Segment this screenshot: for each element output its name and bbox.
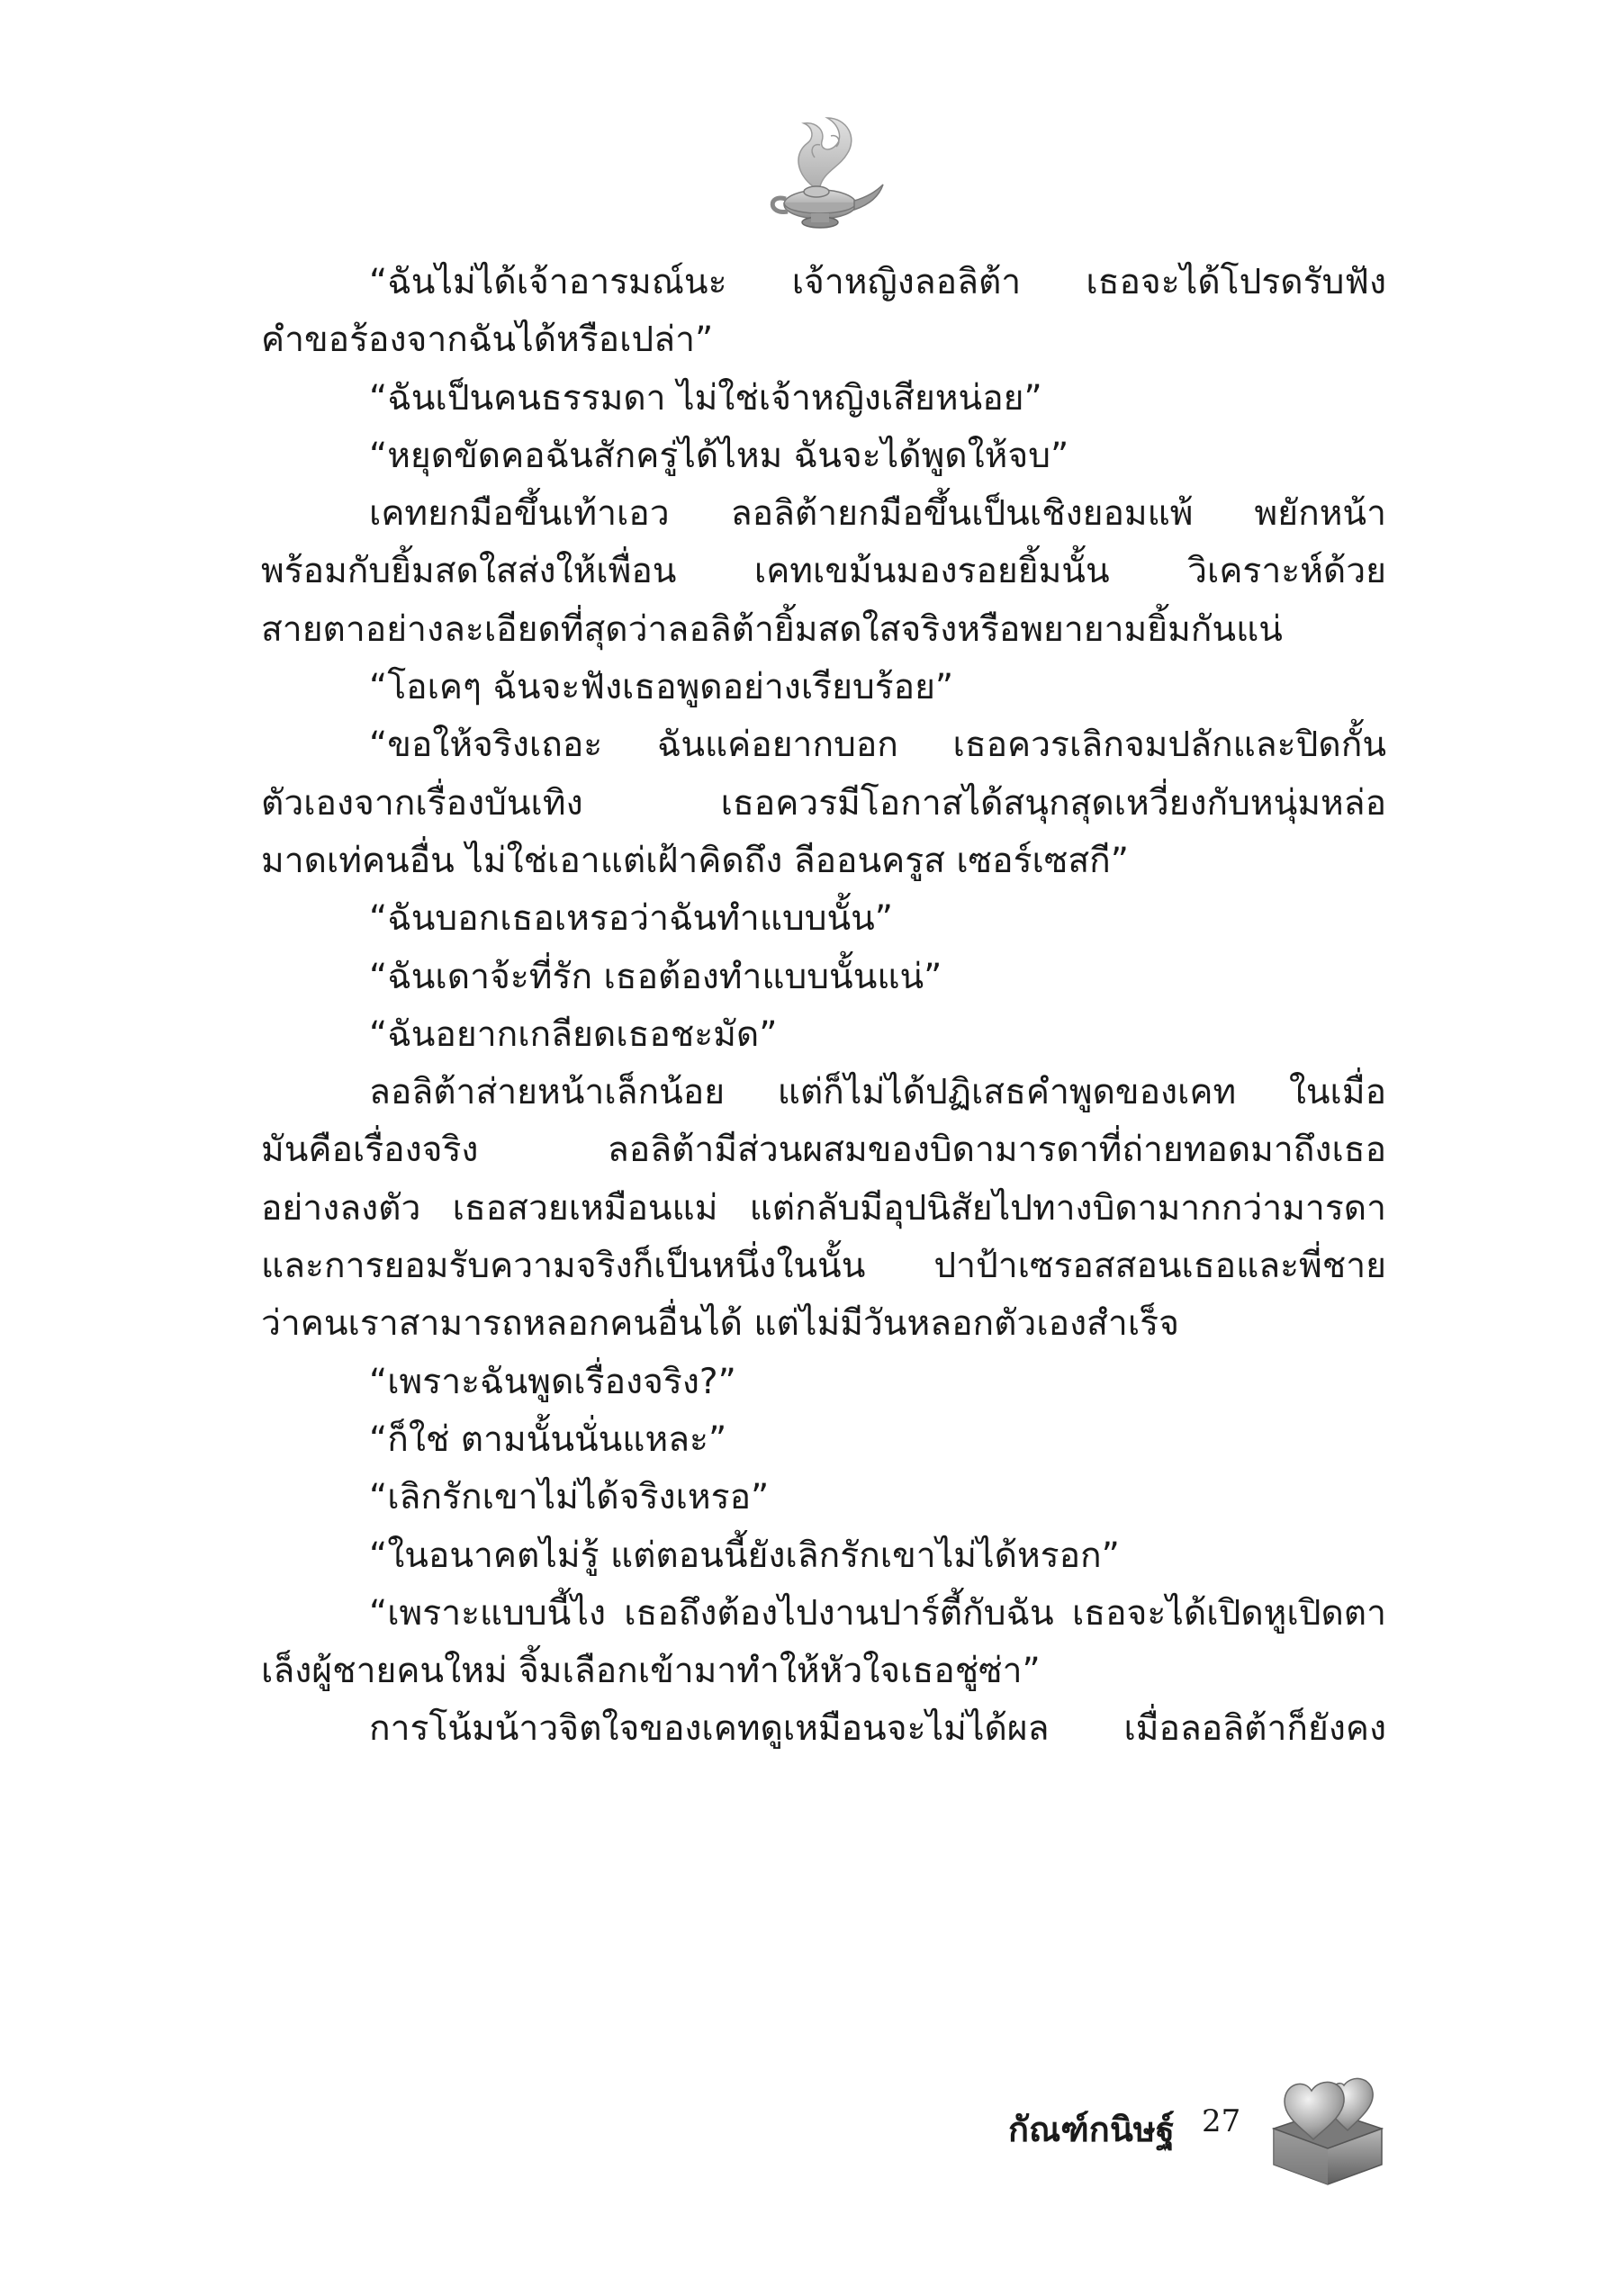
text-line: “ขอให้จริงเถอะ ฉันแค่อยากบอก เธอควรเลิกจมปลักและปิดกั้น	[369, 725, 1386, 766]
page-footer	[945, 2066, 1395, 2192]
body-text	[261, 254, 1386, 1759]
heart-box-icon	[1265, 2066, 1391, 2192]
text-line: ตัวเองจากเรื่องบันเทิง เธอควรมีโอกาสได้สนุกสุดเหวี่ยงกับหนุ่มหล่อ	[261, 782, 1386, 824]
genie-lamp-icon	[761, 104, 887, 239]
text-line: คำขอร้องจากฉันได้หรือเปล่า”	[261, 320, 714, 361]
text-line: “ฉันไม่ได้เจ้าอารมณ์นะ เจ้าหญิงลอลิต้า เธอจะได้โปรดรับฟัง	[369, 262, 1386, 302]
text-line: “ฉันเป็นคนธรรมดา ไม่ใช่เจ้าหญิงเสียหน่อย”	[369, 377, 1042, 419]
text-line: เคทยกมือขึ้นเท้าเอว ลอลิต้ายกมือขึ้นเป็นเชิงยอมแพ้ พยักหน้า	[369, 493, 1386, 535]
text-line: “หยุดขัดคอฉันสักครู่ได้ไหม ฉันจะได้พูดให้จบ”	[369, 435, 1069, 476]
page-number: 27	[1202, 2103, 1241, 2139]
text-line: “โอเคๆ ฉันจะฟังเธอพูดอย่างเรียบร้อย”	[369, 667, 954, 708]
text-line: “เพราะแบบนี้ไง เธอถึงต้องไปงานปาร์ตี้กับฉัน เธอจะได้เปิดหูเปิดตา	[369, 1592, 1386, 1634]
text-line: เล็งผู้ชายคนใหม่ จิ้มเลือกเข้ามาทำให้หัวใจเธอชู่ซ่า”	[261, 1651, 1041, 1692]
text-line: “เพราะฉันพูดเรื่องจริง?”	[369, 1361, 736, 1402]
text-line: ว่าคนเราสามารถหลอกคนอื่นได้ แต่ไม่มีวันหลอกตัวเองสำเร็จ	[261, 1303, 1179, 1345]
text-line: มาดเท่คนอื่น ไม่ใช่เอาแต่เฝ้าคิดถึง ลีออนครูส เซอร์เซสกี”	[261, 840, 1129, 881]
text-line: “ฉันบอกเธอเหรอว่าฉันทำแบบนั้น”	[369, 898, 893, 940]
text-line: “ฉันเดาจ้ะที่รัก เธอต้องทำแบบนั้นแน่”	[369, 956, 942, 997]
text-line: พร้อมกับยิ้มสดใสส่งให้เพื่อน เคทเขม้นมองรอยยิ้มนั้น วิเคราะห์ด้วย	[261, 551, 1386, 592]
text-line: อย่างลงตัว เธอสวยเหมือนแม่ แต่กลับมีอุปนิสัยไปทางบิดามากกว่ามารดา	[261, 1187, 1386, 1229]
text-line: “เลิกรักเขาไม่ได้จริงเหรอ”	[369, 1477, 770, 1518]
text-line: “ฉันอยากเกลียดเธอชะมัด”	[369, 1013, 778, 1055]
text-line: และการยอมรับความจริงก็เป็นหนึ่งในนั้น ปาป้าเซรอสสอนเธอและพี่ชาย	[261, 1246, 1386, 1287]
text-line: “ก็ใช่ ตามนั้นนั่นแหละ”	[369, 1418, 727, 1460]
text-line: มันคือเรื่องจริง ลอลิต้ามีส่วนผสมของบิดามารดาที่ถ่ายทอดมาถึงเธอ	[261, 1130, 1386, 1171]
text-line: “ในอนาคตไม่รู้ แต่ตอนนี้ยังเลิกรักเขาไม่ได้หรอก”	[369, 1535, 1120, 1576]
footer-book-title: กัณฑ์กนิษฐ์	[1008, 2110, 1175, 2149]
text-line: สายตาอย่างละเอียดที่สุดว่าลอลิต้ายิ้มสดใสจริงหรือพยายามยิ้มกันแน่	[261, 608, 1283, 650]
text-line: ลอลิต้าส่ายหน้าเล็กน้อย แต่ก็ไม่ได้ปฏิเสธคำพูดของเคท ในเมื่อ	[369, 1072, 1386, 1113]
text-line: การโน้มน้าวจิตใจของเคทดูเหมือนจะไม่ได้ผล เมื่อลอลิต้าก็ยังคง	[369, 1708, 1386, 1750]
